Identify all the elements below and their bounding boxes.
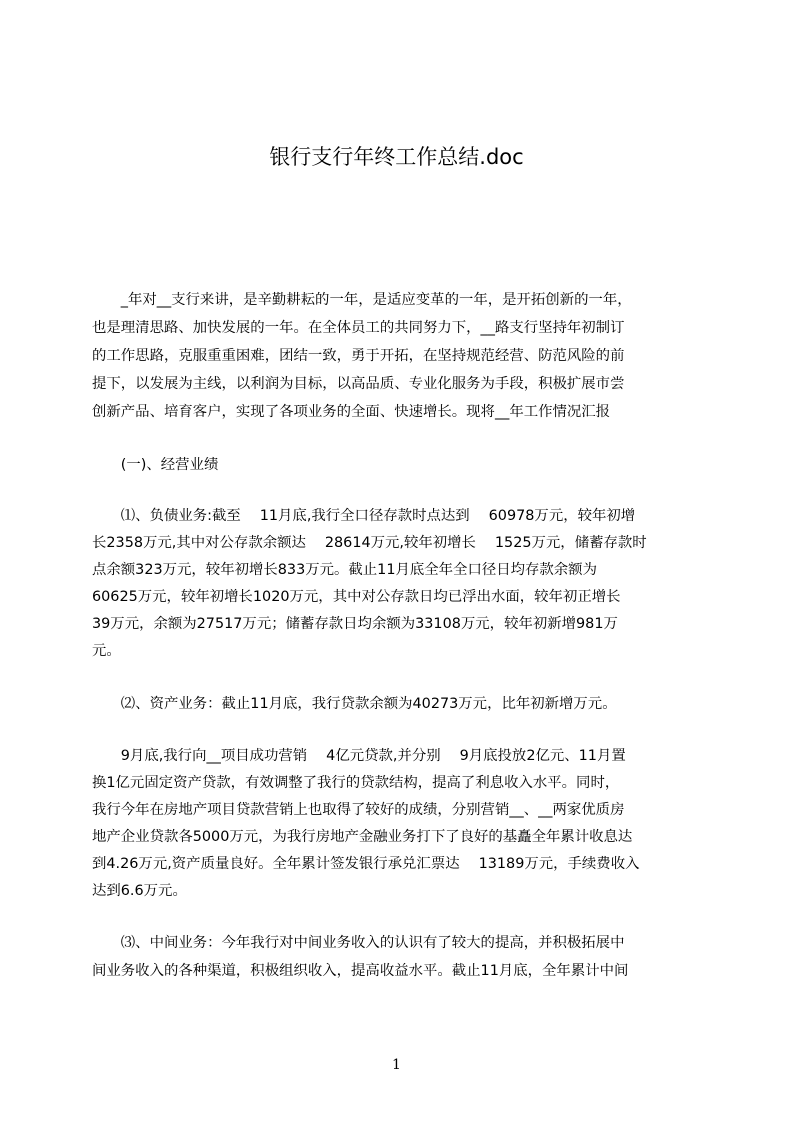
intro-line: _年对__支行来讲，是辛勤耕耘的一年，是适应变革的一年，是开拓创新的一年， [92, 292, 632, 308]
loans-line: 换1亿元固定资产贷款，有效调整了我行的贷款结构，提高了利息收入水平。同时， [92, 775, 620, 791]
liabilities-line: 长2358万元,其中对公存款余额达 28614万元,较年初增长 1525万元，储蓄存款时 [92, 535, 647, 551]
liabilities-line: 39万元，余额为27517万元；储蓄存款日均余额为33108万元，较年初新增981万 [92, 616, 618, 632]
liabilities-line: ⑴、负债业务:截至 11月底,我行全口径存款时点达到 60978万元，较年初增 [92, 508, 636, 524]
intermediate-line: 间业务收入的各种渠道，积极组织收入，提高收益水平。截止11月底，全年累计中间 [92, 963, 629, 979]
loans-line: 到4.26万元,资产质量良好。全年累计签发银行承兑汇票达 13189万元，手续费收入 [92, 856, 640, 872]
intro-line: 的工作思路，克服重重困难，团结一致，勇于开拓，在坚持规范经营、防范风险的前 [92, 348, 625, 364]
loans-line: 我行今年在房地产项目贷款营销上也取得了较好的成绩，分别营销__、__两家优质房 [92, 802, 625, 818]
intro-line: 也是理清思路、加快发展的一年。在全体员工的共同努力下，__路支行坚持年初制订 [92, 320, 625, 336]
intermediate-line: ⑶、中间业务：今年我行对中间业务收入的认识有了较大的提高，并积极拓展中 [92, 935, 625, 951]
section-heading: (一)、经营业绩 [92, 457, 219, 473]
assets-paragraph: ⑵、资产业务：截止11月底，我行贷款余额为40273万元，比年初新增万元。 [92, 696, 617, 712]
loans-line: 9月底,我行向__项目成功营销 4亿元贷款,并分别 9月底投放2亿元、11月置 [92, 748, 626, 764]
loans-line: 地产企业贷款各5000万元，为我行房地产金融业务打下了良好的基矗全年累计收息达 [92, 829, 633, 845]
liabilities-line: 60625万元，较年初增长1020万元，其中对公存款日均已浮出水面，较年初正增长 [92, 589, 621, 605]
liabilities-line: 元。 [92, 643, 121, 659]
intro-line: 创新产品、培育客户，实现了各项业务的全面、快速增长。现将__年工作情况汇报 [92, 404, 611, 420]
document-title: 银行支行年终工作总结.doc [269, 145, 524, 169]
page-number: 1 [392, 1057, 401, 1073]
liabilities-line: 点余额323万元，较年初增长833万元。截止11月底全年全口径日均存款余额为 [92, 562, 597, 578]
intro-line: 提下，以发展为主线，以利润为目标，以高品质、专业化服务为手段，积极扩展市尝 [92, 376, 625, 392]
loans-line: 达到6.6万元。 [92, 883, 187, 899]
